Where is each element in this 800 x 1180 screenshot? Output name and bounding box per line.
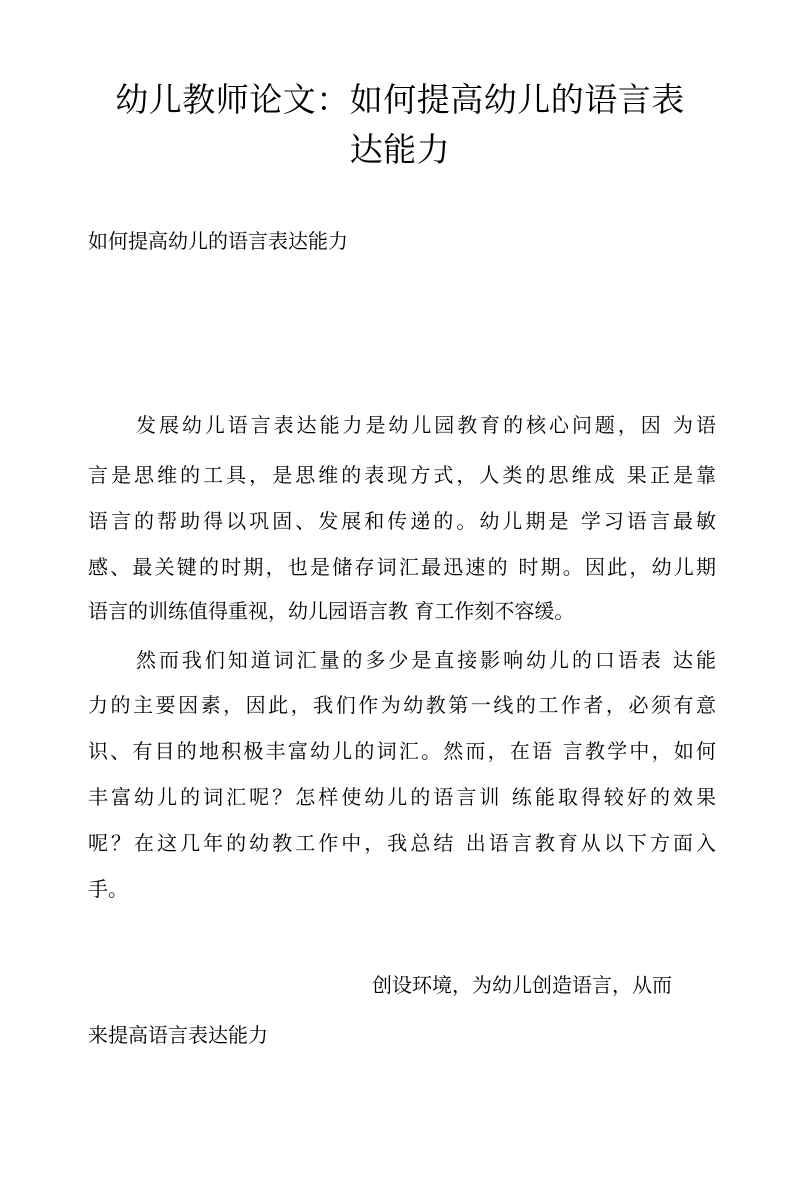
- paragraph-1-line-5: 语言的训练值得重视，幼儿园语言教 育工作刻不容缓。: [88, 599, 575, 623]
- section-heading-line-1: 创设环境，为幼儿创造语言，从而: [372, 973, 672, 997]
- paragraph-2-line-1: 然而我们知道词汇量的多少是直接影响幼儿的口语表 达能: [136, 648, 716, 672]
- document-title-line-1: 幼儿教师论文：如何提高幼儿的语言表: [115, 80, 685, 119]
- paragraph-2-line-3: 识、有目的地积极丰富幼儿的词汇。然而，在语 言教学中，如何: [88, 739, 716, 763]
- paragraph-2-line-4: 丰富幼儿的词汇呢？怎样使幼儿的语言训 练能取得较好的效果: [88, 785, 716, 809]
- document-subtitle: 如何提高幼儿的语言表达能力: [88, 229, 348, 253]
- paragraph-2-line-6: 手。: [88, 877, 128, 901]
- paragraph-2-line-5: 呢？在这几年的幼教工作中，我总结 出语言教育从以下方面入: [88, 831, 716, 855]
- paragraph-1-line-4: 感、最关键的时期，也是储存词汇最迅速的 时期。因此，幼儿期: [88, 555, 716, 579]
- document-title-line-2: 达能力: [349, 130, 451, 169]
- section-heading-line-2: 来提高语言表达能力: [88, 1023, 268, 1047]
- paragraph-1-line-1: 发展幼儿语言表达能力是幼儿园教育的核心问题，因 为语: [136, 413, 716, 437]
- paragraph-1-line-3: 语言的帮助得以巩固、发展和传递的。幼儿期是 学习语言最敏: [88, 509, 716, 533]
- paragraph-1-line-2: 言是思维的工具，是思维的表现方式，人类的思维成 果正是靠: [88, 463, 716, 487]
- paragraph-2-line-2: 力的主要因素，因此，我们作为幼教第一线的工作者，必须有意: [88, 693, 716, 717]
